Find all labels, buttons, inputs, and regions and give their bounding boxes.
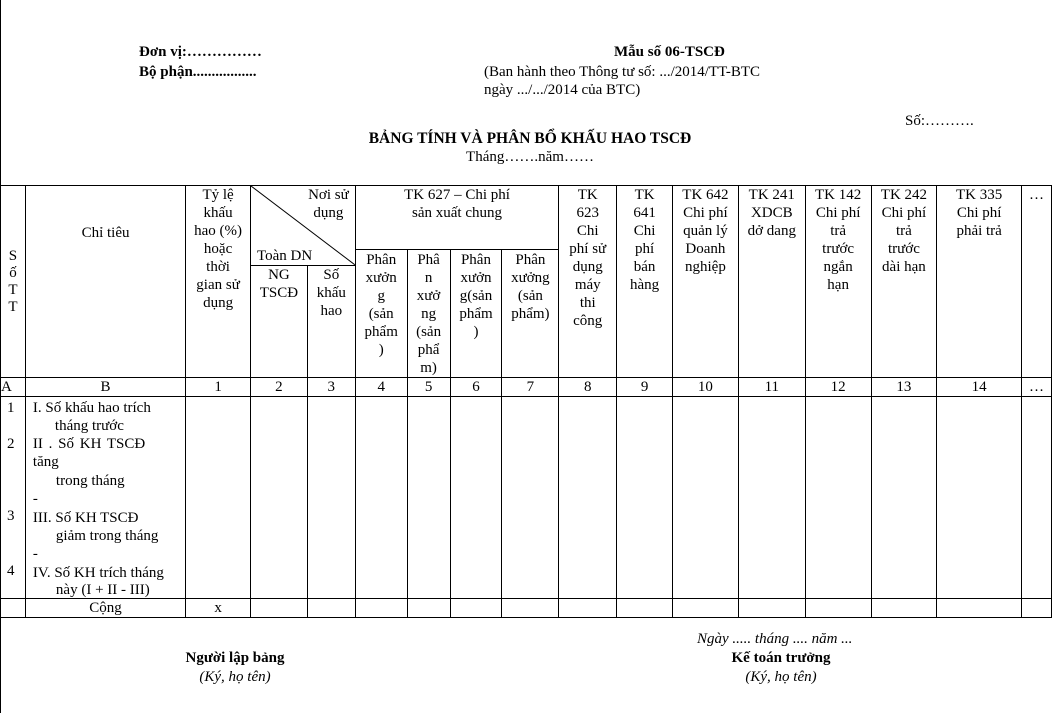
index-cell: 12 [805, 378, 871, 397]
total-cell[interactable] [617, 599, 673, 618]
stt-number: 4 [7, 563, 15, 579]
page-title: BẢNG TÍNH VÀ PHÂN BỔ KHẤU HAO TSCĐ [368, 130, 692, 147]
item-3-line-1: III. Số KH TSCĐ [32, 510, 139, 526]
body-row [1, 397, 1052, 599]
index-cell: 11 [738, 378, 805, 397]
data-cell[interactable] [407, 397, 450, 599]
total-cell[interactable] [673, 599, 739, 618]
stt-column [1, 397, 26, 599]
tk335-header: TK 335 Chi phí phải trả [937, 186, 1022, 378]
data-cell[interactable] [502, 397, 559, 599]
data-cell[interactable] [871, 397, 937, 599]
index-cell: 6 [450, 378, 502, 397]
department-label: Bộ phận................. [139, 64, 257, 80]
signature-date: Ngày ..... tháng .... năm ... [697, 631, 853, 647]
item-4-line-2: này (I + II - III) [55, 582, 150, 598]
chi-tieu-column [25, 397, 185, 599]
px1-header: Phân xưởn g (sản phẩm ) [355, 250, 407, 378]
index-cell: B [25, 378, 185, 397]
usage-diagonal-header [250, 186, 355, 266]
tk627-header: TK 627 – Chi phí sản xuất chung [355, 186, 559, 250]
item-2-line-4: - [32, 491, 38, 507]
data-cell[interactable] [355, 397, 407, 599]
item-1-line-2: tháng trước [54, 418, 124, 434]
total-x: x [186, 599, 251, 618]
item-2-line-1: II . Số KH TSCĐ [32, 436, 146, 452]
total-cell[interactable] [355, 599, 407, 618]
total-cell[interactable] [307, 599, 355, 618]
item-4-line-1: IV. Số KH trích tháng [32, 565, 164, 581]
so-khau-hao-header: Số khấu hao [307, 265, 355, 377]
data-cell[interactable] [673, 397, 739, 599]
index-cell: 8 [559, 378, 617, 397]
item-2-line-2: tăng [32, 454, 59, 470]
total-cell[interactable] [805, 599, 871, 618]
stt-number: 3 [7, 508, 15, 524]
preparer-sign-note: (Ký, họ tên) [199, 669, 271, 685]
index-cell: 7 [502, 378, 559, 397]
tk241-header: TK 241 XDCB dở dang [738, 186, 805, 378]
tk142-header: TK 142 Chi phí trả trước ngắn hạn [805, 186, 871, 378]
index-cell: 4 [355, 378, 407, 397]
data-cell[interactable] [937, 397, 1022, 599]
period-label: Tháng…….năm…… [466, 149, 594, 165]
data-cell[interactable] [617, 397, 673, 599]
ng-tscd-header: NG TSCĐ [250, 265, 307, 377]
item-1-line-1: I. Số khấu hao trích [32, 400, 151, 416]
stt-number: 2 [7, 436, 15, 452]
total-cell[interactable] [1021, 599, 1051, 618]
tk623-header: TK 623 Chi phí sử dụng máy thi công [559, 186, 617, 378]
toan-dn-label: Toàn DN [256, 247, 313, 264]
issuance-line-2: ngày .../.../2014 của BTC) [484, 82, 641, 98]
unit-label: Đơn vị:…………… [139, 44, 262, 60]
chief-accountant-title: Kế toán trưởng [731, 650, 831, 666]
index-cell: 2 [250, 378, 307, 397]
data-cell[interactable] [805, 397, 871, 599]
data-cell[interactable] [1021, 397, 1051, 599]
total-cell[interactable] [559, 599, 617, 618]
total-cell[interactable] [502, 599, 559, 618]
column-index-row [1, 378, 1052, 397]
preparer-title: Người lập bảng [185, 650, 285, 666]
noi-su-dung-label: Nơi sử dụng [308, 187, 349, 221]
tk242-header: TK 242 Chi phí trả trước dài hạn [871, 186, 937, 378]
index-cell: A [1, 378, 26, 397]
total-stt-cell [1, 599, 26, 618]
total-cell[interactable] [871, 599, 937, 618]
index-cell: … [1021, 378, 1051, 397]
stt-header: S ố T T [1, 186, 26, 378]
total-cell[interactable] [937, 599, 1022, 618]
rate-header: Tỷ lệ khấu hao (%) hoặc thời gian sử dụng [186, 186, 251, 378]
document-number: Số:………. [905, 113, 974, 129]
index-cell: 3 [307, 378, 355, 397]
index-cell: 13 [871, 378, 937, 397]
total-cell[interactable] [407, 599, 450, 618]
data-cell[interactable] [250, 397, 307, 599]
depreciation-table [0, 185, 1052, 618]
tk641-header: TK 641 Chi phí bán hàng [617, 186, 673, 378]
index-cell: 1 [186, 378, 251, 397]
data-cell[interactable] [738, 397, 805, 599]
total-label: Cộng [25, 599, 185, 618]
item-3-line-2: giảm trong tháng [55, 528, 159, 544]
stt-number: 1 [7, 400, 15, 416]
chief-accountant-sign-note: (Ký, họ tên) [745, 669, 817, 685]
index-cell: 10 [673, 378, 739, 397]
tk642-header: TK 642 Chi phí quản lý Doanh nghiệp [673, 186, 739, 378]
data-cell[interactable] [450, 397, 502, 599]
more-header: … [1021, 186, 1051, 378]
issuance-line-1: (Ban hành theo Thông tư số: .../2014/TT-BTC [484, 64, 761, 80]
item-2-line-3: trong tháng [55, 473, 125, 489]
data-cell[interactable] [307, 397, 355, 599]
px2-header: Phâ n xưở ng (sản phẩ m) [407, 250, 450, 378]
index-cell: 5 [407, 378, 450, 397]
total-cell[interactable] [450, 599, 502, 618]
px4-header: Phân xưởng (sản phẩm) [502, 250, 559, 378]
total-cell[interactable] [250, 599, 307, 618]
item-3-line-3: - [32, 546, 38, 562]
px3-header: Phân xưởn g(sản phẩm ) [450, 250, 502, 378]
total-row [1, 599, 1052, 618]
index-cell: 9 [617, 378, 673, 397]
index-cell: 14 [937, 378, 1022, 397]
data-cell[interactable] [186, 397, 251, 599]
data-cell[interactable] [559, 397, 617, 599]
total-cell[interactable] [738, 599, 805, 618]
form-number: Mẫu số 06-TSCĐ [614, 44, 725, 60]
chi-tieu-header: Chỉ tiêu [25, 186, 185, 378]
